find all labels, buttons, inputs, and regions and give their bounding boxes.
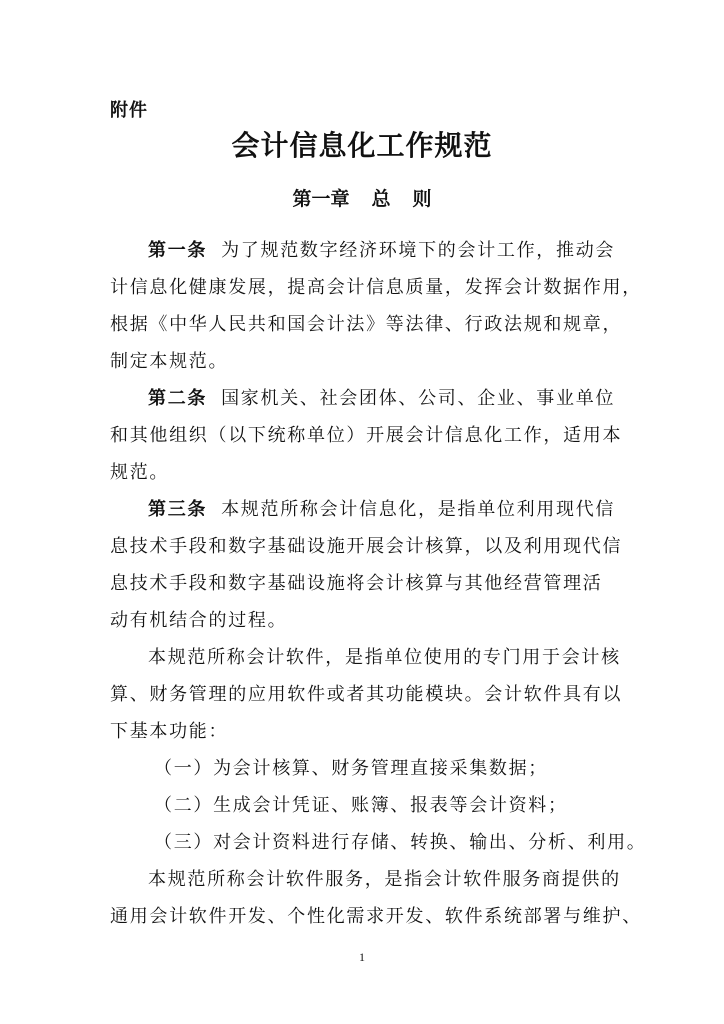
chapter-number: 第一章 [292, 188, 350, 210]
paragraph-line: 息技术手段和数字基础设施将会计核算与其他经营管理活 [110, 573, 603, 594]
chapter-heading [0, 184, 724, 211]
article-3-text: 本规范所称会计信息化，是指单位利用现代信 [221, 499, 616, 520]
article-3-label: 第三条 [148, 499, 208, 520]
article-1-text: 为了规范数字经济环境下的会计工作，推动会 [221, 240, 616, 261]
paragraph-line: 通用会计软件开发、个性化需求开发、软件系统部署与维护、 [110, 906, 642, 927]
article-1-label: 第一条 [148, 240, 208, 261]
article-2-text: 国家机关、社会团体、公司、企业、事业单位 [221, 388, 616, 409]
paragraph-line: 根据《中华人民共和国会计法》等法律、行政法规和规章， [110, 314, 623, 335]
paragraph-line: 规范。 [110, 462, 170, 483]
list-item: （一）为会计核算、财务管理直接采集数据； [154, 758, 548, 779]
chapter-name-part2: 则 [412, 188, 432, 210]
paragraph-line [110, 380, 615, 417]
paragraph-line: 本规范所称会计软件服务，是指会计软件服务商提供的 [148, 869, 621, 890]
chapter-name-part1: 总 [371, 188, 391, 210]
document-title: 会计信息化工作规范 [231, 129, 493, 162]
paragraph-line: 息技术手段和数字基础设施开展会计核算，以及利用现代信 [110, 536, 623, 557]
paragraph-line: 动有机结合的过程。 [110, 610, 288, 631]
paragraph-line [110, 232, 615, 269]
paragraph-line: 制定本规范。 [110, 351, 229, 372]
attachment-label: 附件 [110, 100, 148, 121]
document-body [110, 232, 647, 935]
paragraph-line [110, 491, 615, 528]
paragraph-line: 本规范所称会计软件，是指单位使用的专门用于会计核 [148, 647, 621, 668]
list-item: （三）对会计资料进行存储、转换、输出、分析、利用。 [154, 832, 647, 853]
page-number: 1 [359, 950, 365, 964]
paragraph-line: 和其他组织（以下统称单位）开展会计信息化工作，适用本 [110, 425, 623, 446]
paragraph-line: 算、财务管理的应用软件或者其功能模块。会计软件具有以 [110, 684, 623, 705]
paragraph-line: 计信息化健康发展，提高会计信息质量，发挥会计数据作用， [110, 277, 642, 298]
list-item: （二）生成会计凭证、账簿、报表等会计资料； [154, 795, 568, 816]
paragraph-line: 下基本功能： [110, 721, 229, 742]
article-2-label: 第二条 [148, 388, 208, 409]
